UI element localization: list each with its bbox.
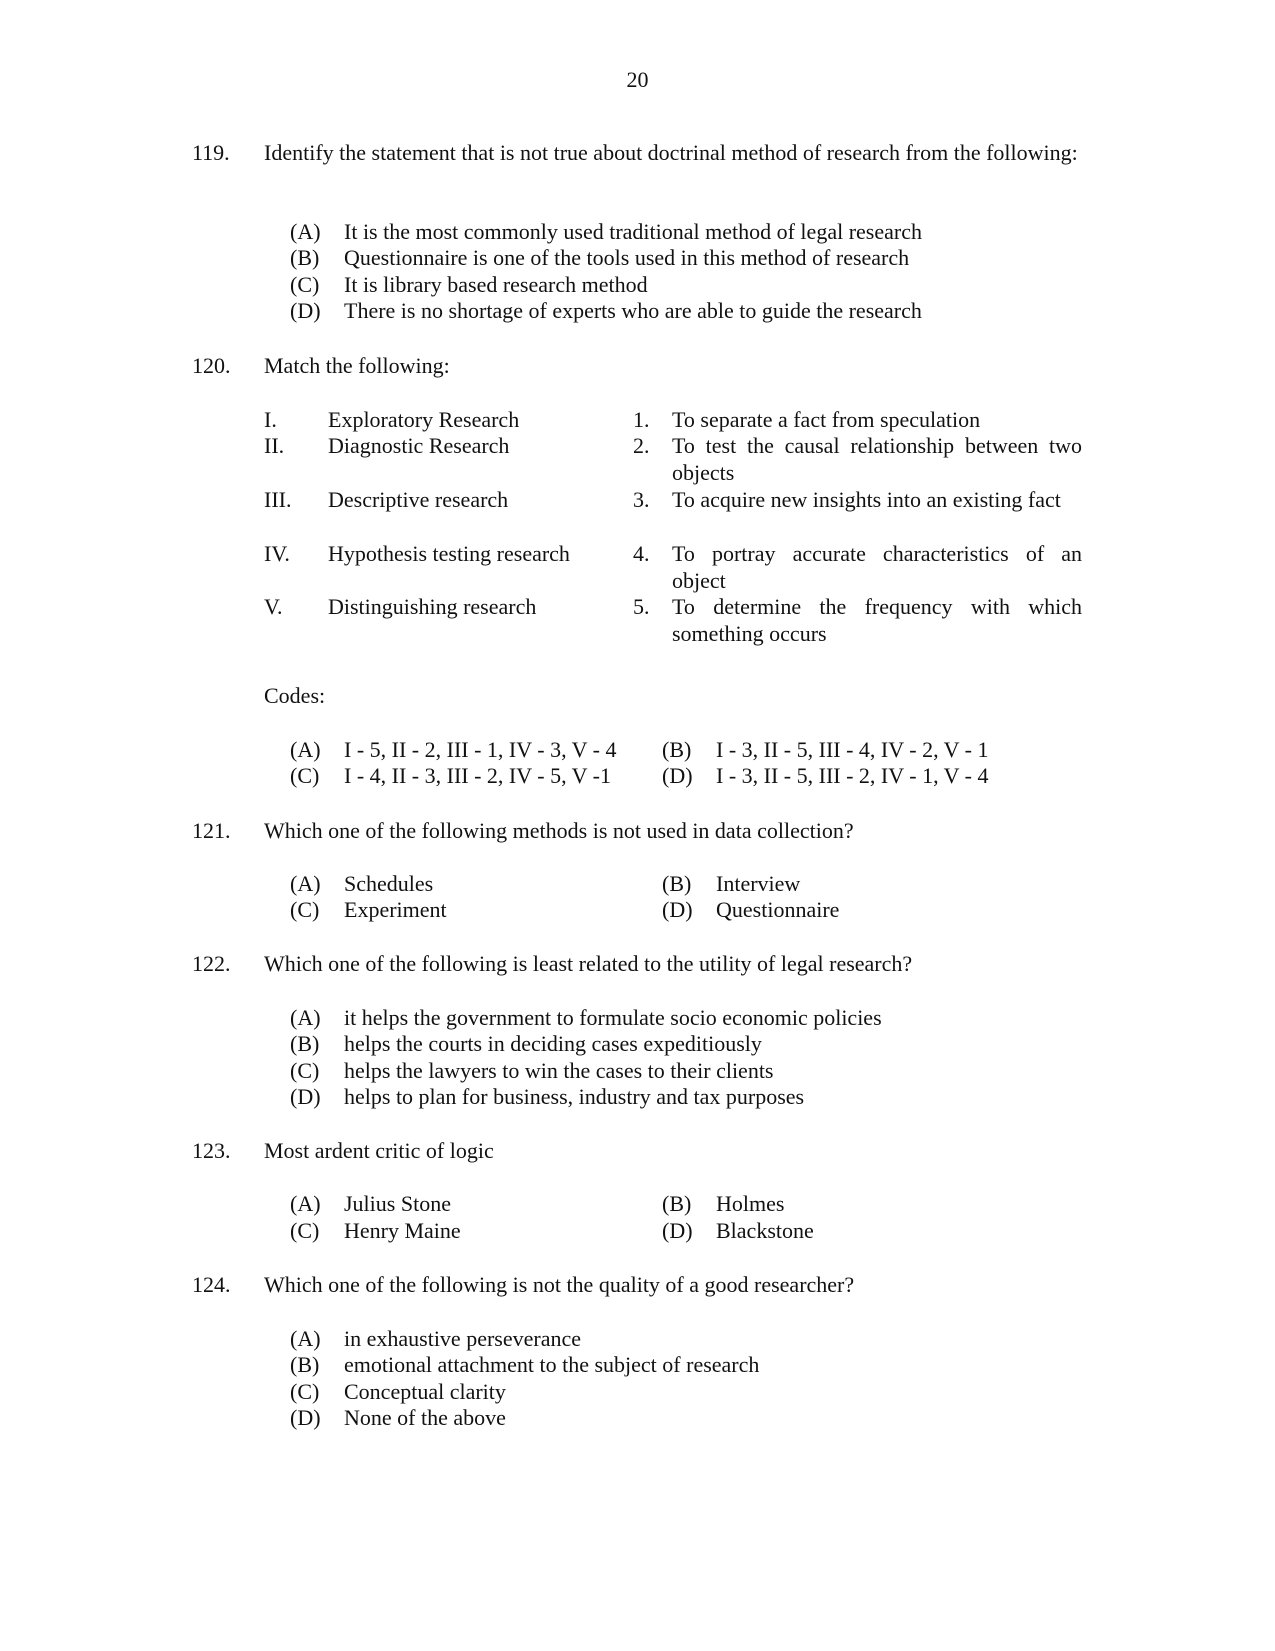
match-left-label: III.: [264, 487, 292, 512]
match-right-item: To acquire new insights into an existing fact: [672, 487, 1061, 512]
question-number: 122.: [192, 951, 231, 976]
question-text: Which one of the following is not the quality of a good researcher?: [264, 1272, 855, 1297]
match-left-label: II.: [264, 433, 285, 458]
match-left-item: Exploratory Research: [328, 407, 520, 432]
question-number: 119.: [192, 140, 230, 165]
match-right-label: 1.: [633, 407, 650, 432]
codes-label: Codes:: [264, 683, 326, 708]
match-right-item: To separate a fact from speculation: [672, 407, 981, 432]
match-right-label: 3.: [633, 487, 650, 512]
question-text: Which one of the following is least related to the utility of legal research?: [264, 951, 913, 976]
question-number: 120.: [192, 353, 231, 378]
question-text: Most ardent critic of logic: [264, 1138, 494, 1163]
match-left-item: Diagnostic Research: [328, 433, 510, 458]
question-text: Match the following:: [264, 353, 450, 378]
match-right-label: 5.: [633, 594, 650, 619]
question-number: 123.: [192, 1138, 231, 1163]
match-right-item: To portray accurate characteristics of an object: [672, 541, 1082, 593]
page-number: 20: [626, 67, 649, 92]
match-right-item: To determine the frequency with which something occurs: [672, 594, 1082, 646]
match-left-item: Descriptive research: [328, 487, 509, 512]
match-left-label: V.: [264, 594, 283, 619]
match-left-label: IV.: [264, 541, 290, 566]
match-right-item: To test the causal relationship between two objects: [672, 433, 1082, 485]
match-left-label: I.: [264, 407, 277, 432]
match-right-label: 2.: [633, 433, 650, 458]
match-left-item: Distinguishing research: [328, 594, 537, 619]
question-number: 124.: [192, 1272, 231, 1297]
question-number: 121.: [192, 818, 231, 843]
match-right-label: 4.: [633, 541, 650, 566]
question-text: Identify the statement that is not true about doctrinal method of research from the following:: [264, 140, 1078, 165]
question-text: Which one of the following methods is not used in data collection?: [264, 818, 854, 843]
match-left-item: Hypothesis testing research: [328, 541, 570, 566]
